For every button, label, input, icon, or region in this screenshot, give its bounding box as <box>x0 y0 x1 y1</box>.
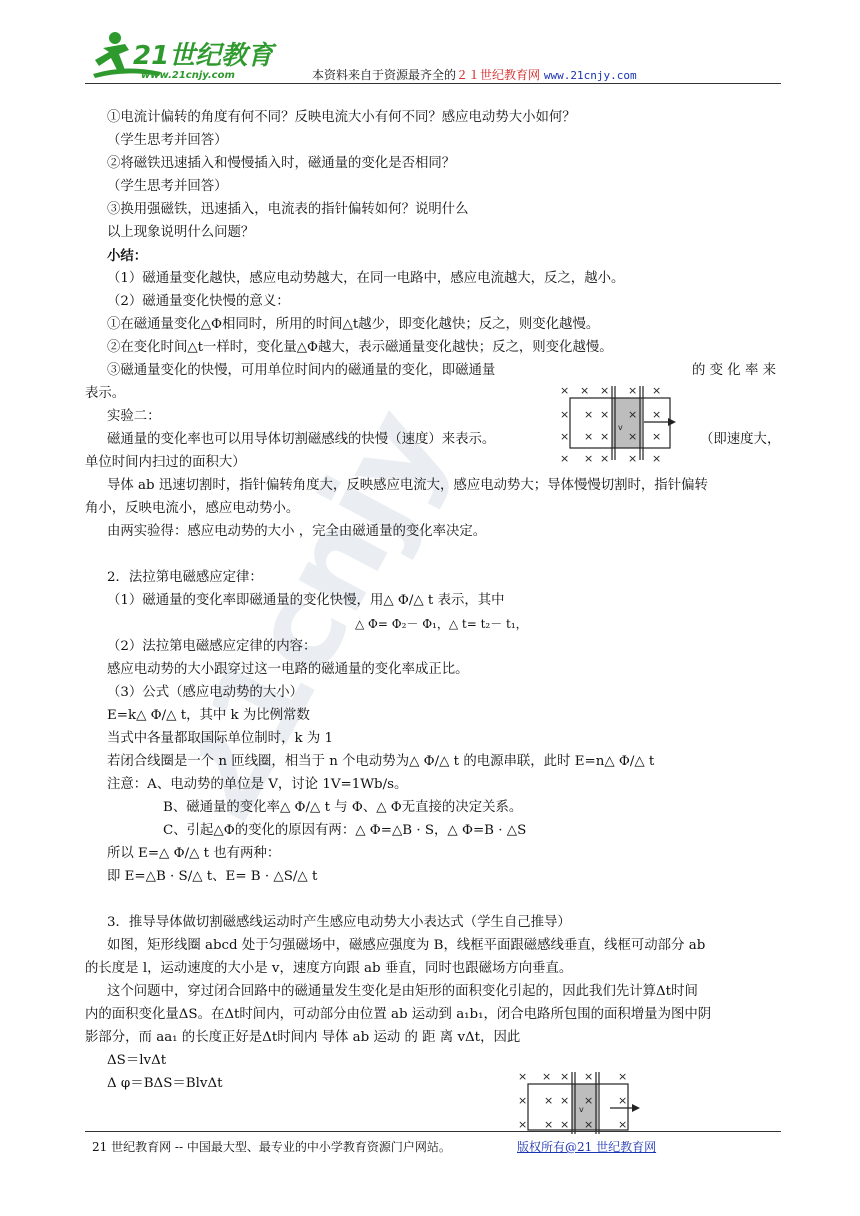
svg-text:×: × <box>600 452 610 465</box>
text-line: 如图，矩形线圈 abcd 处于匀强磁场中，磁感应强度为 B，线框平面跟磁感线垂直，线框可动部分 ab <box>107 938 706 953</box>
svg-text:×: × <box>652 408 662 421</box>
text-line: 实验二： <box>107 409 161 424</box>
svg-text:×: × <box>600 384 610 397</box>
svg-text:×: × <box>618 1094 628 1107</box>
section-heading: 2．法拉第电磁感应定律： <box>107 570 263 585</box>
footer-divider <box>85 1131 781 1132</box>
text-line: 内的面积变化量ΔS。在Δt时间内，可动部分由位置 ab 运动到 a₁b₁，闭合电路所包围的面积增量为图中阴 <box>85 1007 712 1022</box>
svg-text:×: × <box>584 1094 594 1107</box>
svg-text:×: × <box>544 1094 554 1107</box>
text-line: 若闭合线圈是一个 n 匝线圈，相当于 n 个电动势为△ Φ/△ t 的电源串联，此时 E=n△ Φ/△ t <box>107 754 655 769</box>
svg-text:×: × <box>560 1070 570 1083</box>
text-line: ①在磁通量变化△Φ相同时，所用的时间△t越少，即变化越快；反之，则变化越慢。 <box>107 317 600 332</box>
svg-text:×: × <box>628 384 638 397</box>
text-line: 这个问题中，穿过闭合回路中的磁通量发生变化是由矩形的面积变化引起的，因此我们先计算Δt时间 <box>107 984 698 999</box>
svg-text:×: × <box>584 1118 594 1131</box>
field-diagram-1 <box>556 382 694 466</box>
svg-text:×: × <box>600 408 610 421</box>
formula-line: Δ φ＝BΔS＝BlvΔt <box>107 1076 223 1091</box>
text-line: 表示。 <box>85 386 126 401</box>
text-line: 感应电动势的大小跟穿过这一电路的磁通量的变化率成正比。 <box>107 662 469 677</box>
svg-text:21cnjy: 21cnjy <box>200 387 474 844</box>
text-line: （1）磁通量的变化率即磁通量的变化快慢，用△ Φ/△ t 表示，其中 <box>107 593 505 608</box>
svg-text:×: × <box>652 384 662 397</box>
svg-text:×: × <box>518 1118 528 1131</box>
text-line: （学生思考并回答） <box>107 133 228 148</box>
text-line: 单位时间内扫过的面积大） <box>85 455 246 470</box>
site-logo <box>85 26 295 86</box>
svg-text:×: × <box>560 1118 570 1131</box>
text-line: ②在变化时间△t一样时，变化量△Φ越大，表示磁通量变化越快；反之，则变化越慢。 <box>107 340 613 355</box>
note-line: 注意：A、电动势的单位是 V，讨论 1V=1Wb/s。 <box>107 777 408 792</box>
footer-copyright-link[interactable]: 版权所有@21 世纪教育网 <box>517 1140 657 1154</box>
svg-text:×: × <box>544 1118 554 1131</box>
logo-url: www.21cnjy.com <box>141 70 235 81</box>
text-line: （学生思考并回答） <box>107 179 228 194</box>
text-line: ③换用强磁铁，迅速插入，电流表的指针偏转如何？说明什么 <box>107 202 469 217</box>
svg-text:×: × <box>628 452 638 465</box>
summary-heading: 小结： <box>107 248 148 264</box>
text-line: （2）法拉第电磁感应定律的内容： <box>107 639 317 654</box>
header-source-url[interactable]: www.21cnjy.com <box>543 69 637 82</box>
text-line: （即速度大， <box>700 432 781 447</box>
header-source <box>312 66 637 83</box>
svg-text:×: × <box>600 430 610 443</box>
formula-line: E=k△ Φ/△ t，其中 k 为比例常数 <box>107 708 310 723</box>
svg-text:×: × <box>542 1070 552 1083</box>
text-line: （3）公式（感应电动势的大小） <box>107 685 303 700</box>
velocity-label: v <box>579 1105 584 1114</box>
formula-line: △ Φ= Φ₂－ Φ₁，△ t= t₂－ t₁， <box>355 617 528 631</box>
text-line: 导体 ab 迅速切割时，指针偏转角度大，反映感应电流大，感应电动势大；导体慢慢切割时，指针偏转 <box>107 478 708 493</box>
svg-text:×: × <box>584 1070 594 1083</box>
svg-text:×: × <box>584 430 594 443</box>
header-divider <box>85 83 781 84</box>
text-line: 的长度是 l，运动速度的大小是 v，速度方向跟 ab 垂直，同时也跟磁场方向垂直。 <box>85 961 573 976</box>
text-line: 当式中各量都取国际单位制时，k 为 1 <box>107 731 334 746</box>
text-line: 所以 E=△ Φ/△ t 也有两种： <box>107 846 281 861</box>
svg-text:×: × <box>584 452 594 465</box>
svg-text:×: × <box>618 1118 628 1131</box>
text-line: ②将磁铁迅速插入和慢慢插入时，磁通量的变化是否相同？ <box>107 156 456 171</box>
shaded-area <box>612 398 642 448</box>
text-line: （2）磁通量变化快慢的意义： <box>107 294 290 309</box>
field-diagram-2 <box>514 1068 652 1134</box>
svg-text:×: × <box>652 452 662 465</box>
svg-text:×: × <box>628 408 638 421</box>
header-source-name: ２１世纪教育网 <box>456 68 541 82</box>
section-heading: 3．推导导体做切割磁感线运动时产生感应电动势大小表达式（学生自己推导） <box>107 915 571 930</box>
svg-text:×: × <box>560 384 570 397</box>
footer-site-description: 21 世纪教育网 -- 中国最大型、最专业的中小学教育资源门户网站。 <box>92 1140 451 1154</box>
text-line: 磁通量的变化率也可以用导体切割磁感线的快慢（速度）来表示。 <box>107 432 496 447</box>
svg-text:×: × <box>560 1094 570 1107</box>
text-line: 以上现象说明什么问题？ <box>107 225 255 240</box>
svg-text:×: × <box>652 430 662 443</box>
formula-line: ΔS＝lvΔt <box>107 1053 167 1068</box>
arrow-right-icon <box>632 1104 640 1112</box>
text-line: ①电流计偏转的角度有何不同？反映电流大小有何不同？感应电动势大小如何？ <box>107 110 576 125</box>
note-line: C、引起△Φ的变化的原因有两：△ Φ=△B · S，△ Φ=B · △S <box>163 823 527 838</box>
svg-text:×: × <box>580 384 590 397</box>
svg-text:×: × <box>560 452 570 465</box>
text-line: （1）磁通量变化越快，感应电动势越大，在同一电路中，感应电流越大，反之，越小。 <box>107 271 625 286</box>
arrow-right-icon <box>668 418 676 426</box>
text-line: ③磁通量变化的快慢，可用单位时间内的磁通量的变化，即磁通量 <box>107 363 496 378</box>
svg-text:×: × <box>560 408 570 421</box>
velocity-label: v <box>618 423 623 432</box>
text-line: 的 变 化 率 来 <box>692 363 776 378</box>
svg-text:×: × <box>518 1070 528 1083</box>
svg-text:×: × <box>628 430 638 443</box>
text-line: 由两实验得：感应电动势的大小 ，完全由磁通量的变化率决定。 <box>107 524 487 539</box>
svg-text:×: × <box>560 430 570 443</box>
svg-text:×: × <box>618 1070 628 1083</box>
note-line: B、磁通量的变化率△ Φ/△ t 与 Φ、△ Φ无直接的决定关系。 <box>163 800 523 815</box>
text-line: 影部分，而 aa₁ 的长度正好是Δt时间内 导体 ab 运动 的 距 离 vΔt，因此 <box>85 1030 521 1045</box>
logo-text: 21世纪教育 <box>133 41 274 71</box>
header-source-prefix: 本资料来自于资源最齐全的 <box>312 68 457 82</box>
svg-text:×: × <box>584 408 594 421</box>
svg-text:×: × <box>518 1094 528 1107</box>
text-line: 角小，反映电流小，感应电动势小。 <box>85 501 300 516</box>
formula-line: 即 E=△B · S/△ t、E= B · △S/△ t <box>107 869 318 884</box>
